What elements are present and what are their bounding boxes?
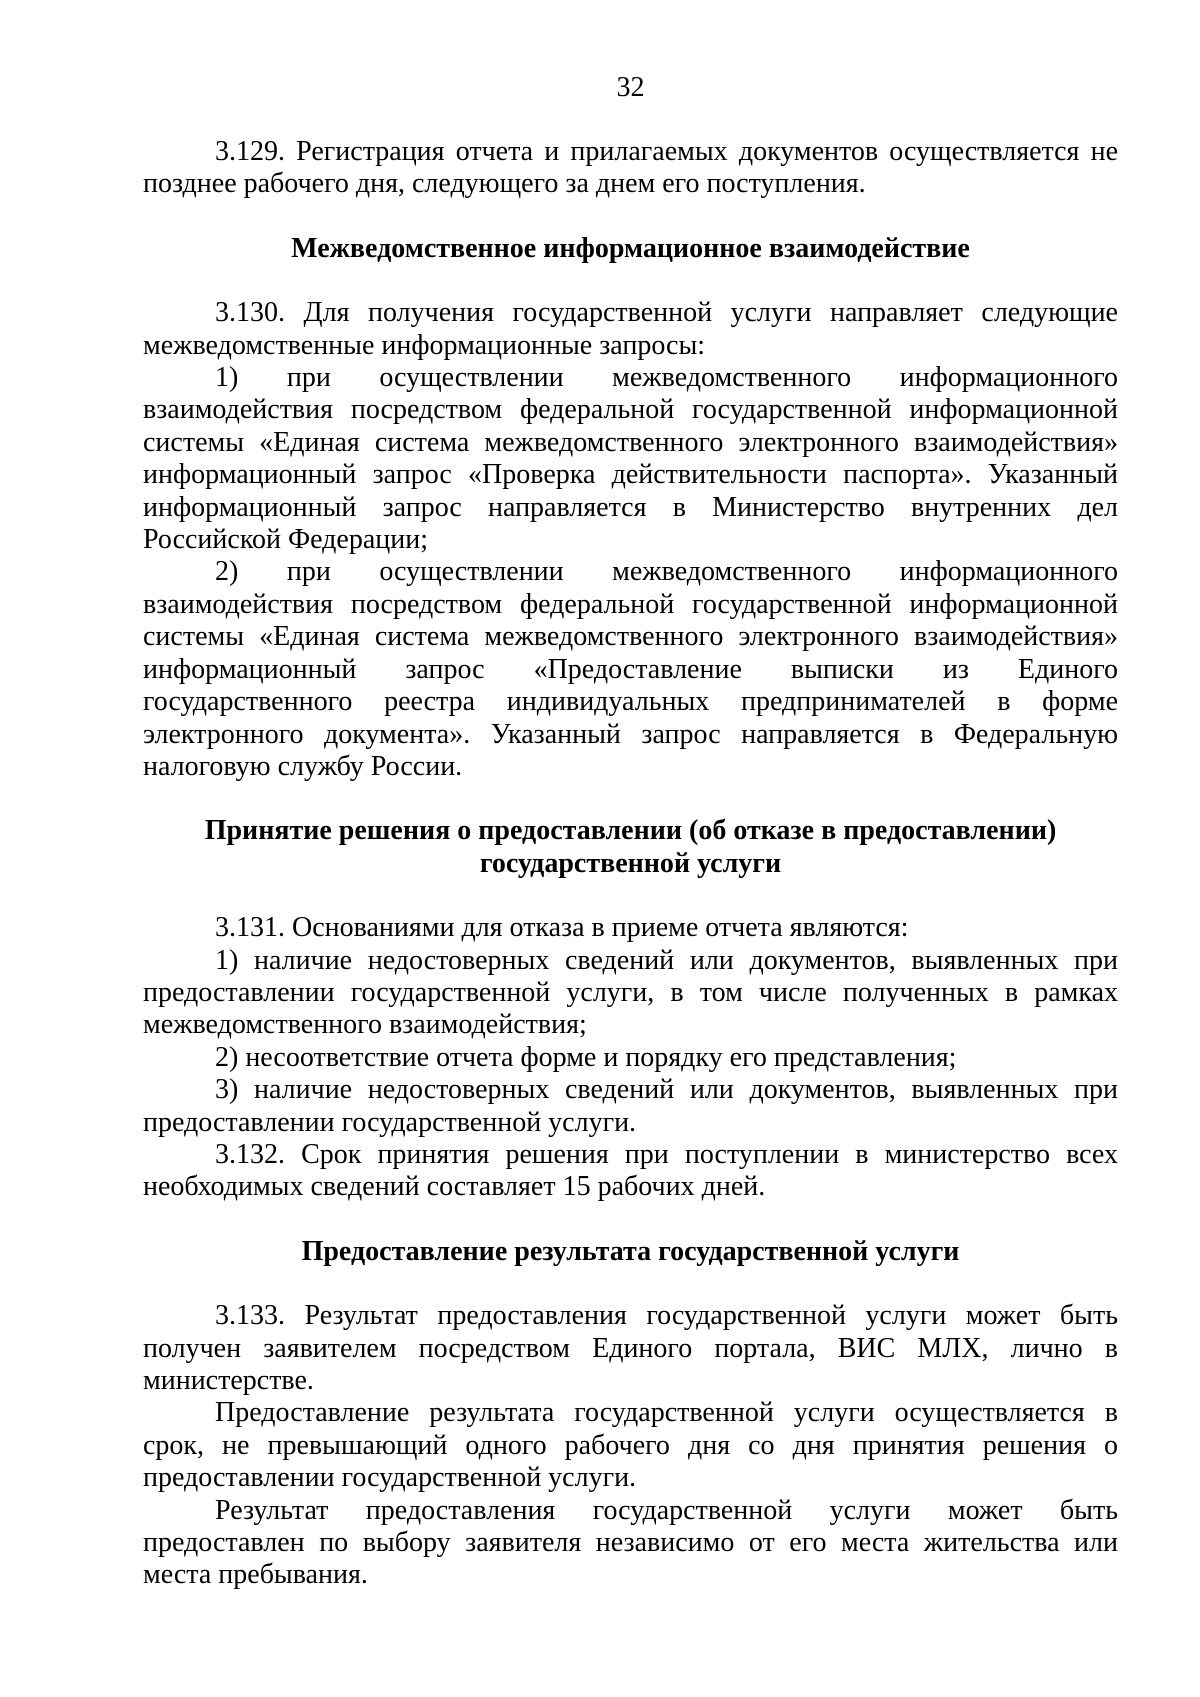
page-number: 32 xyxy=(616,72,645,103)
section-heading-decision xyxy=(143,815,1118,880)
paragraph-result-term: Предоставление результата государственной услуги осуществляется в срок, не превышающий одного рабочего дня со дня принятия решения о предоставлении государственной услуги. xyxy=(143,1397,1118,1494)
paragraph-3-129: 3.129. Регистрация отчета и прилагаемых документов осуществляется не позднее рабочего дня, следующего за днем его поступления. xyxy=(143,136,1118,200)
section-heading-interagency: Межведомственное информационное взаимодействие xyxy=(291,232,970,264)
paragraph-3-130: 3.130. Для получения государственной услуги направляет следующие межведомственные информационные запросы: xyxy=(143,297,1118,361)
section-heading-decision-line-2: государственной услуги xyxy=(479,847,782,879)
paragraph-3-132: 3.132. Срок принятия решения при поступлении в министерство всех необходимых сведений составляет 15 рабочих дней. xyxy=(143,1138,1118,1203)
section-heading-decision-line-1: Принятие решения о предоставлении (об отказе в предоставлении) xyxy=(204,815,1057,847)
paragraph-result-choice: Результат предоставления государственной услуги может быть предоставлен по выбору заявителя независимо от его места жительства или места пребывания. xyxy=(143,1494,1118,1591)
paragraph-3-130-item-1: 1) при осуществлении межведомственного информационного взаимодействия посредством федеральной государственной информационной системы «Единая система межведомственного электронного взаимодействия» информационный запрос «Проверка действительности паспорта». Указанный информационный запрос направляется в Министерство внутренних дел Российской Федерации; xyxy=(143,362,1118,556)
paragraph-3-131-item-2: 2) несоответствие отчета форме и порядку его представления; xyxy=(215,1041,957,1073)
paragraph-3-131-item-1: 1) наличие недостоверных сведений или документов, выявленных при предоставлении государственной услуги, в том числе полученных в рамках межведомственного взаимодействия; xyxy=(143,944,1118,1041)
paragraph-3-133: 3.133. Результат предоставления государственной услуги может быть получен заявителем посредством Единого портала, ВИС МЛХ, лично в министерстве. xyxy=(143,1300,1118,1396)
paragraph-3-131-item-3: 3) наличие недостоверных сведений или документов, выявленных при предоставлении государственной услуги. xyxy=(143,1074,1118,1138)
document-body xyxy=(143,136,1118,1592)
paragraph-3-130-item-2: 2) при осуществлении межведомственного информационного взаимодействия посредством федеральной государственной информационной системы «Единая система межведомственного электронного взаимодействия» информационный запрос «Предоставление выписки из Единого государственного реестра индивидуальных предпринимателей в форме электронного документа». Указанный запрос направляется в Федеральную налоговую службу России. xyxy=(143,556,1118,782)
paragraph-3-131: 3.131. Основаниями для отказа в приеме отчета являются: xyxy=(215,912,909,944)
document-page xyxy=(143,0,1118,1697)
section-heading-result: Предоставление результата государственной услуги xyxy=(301,1235,960,1267)
